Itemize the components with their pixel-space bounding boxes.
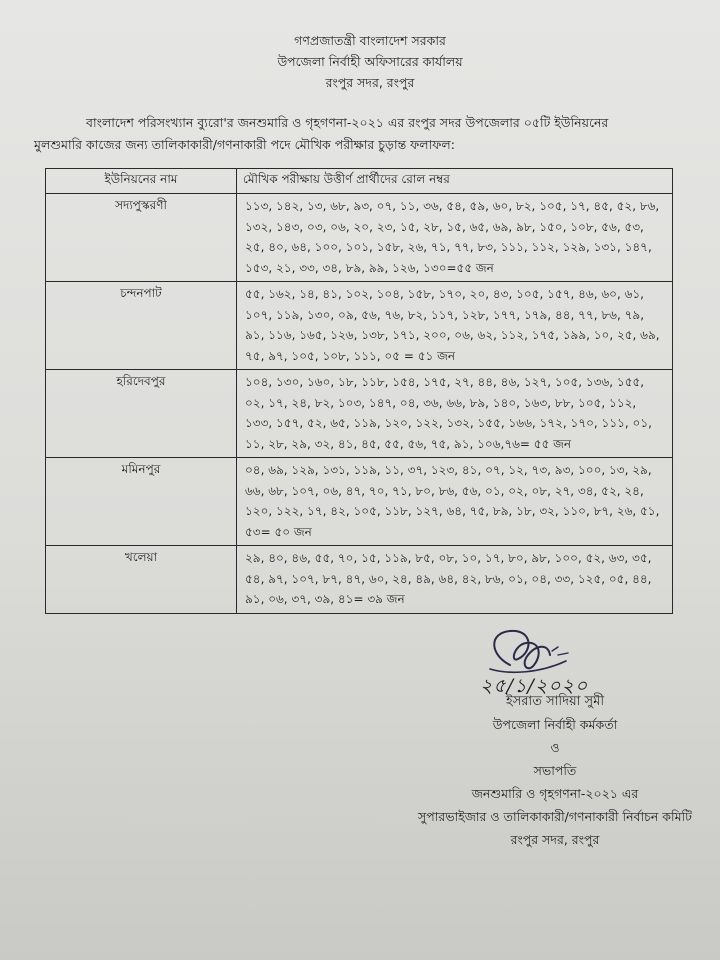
office-name: উপজেলা নির্বাহী অফিসারের কার্যালয়	[277, 54, 463, 69]
intro-line-2: মুলশুমারি কাজের জন্য তালিকাকারী/গণনাকারী পদে মৌখিক পরীক্ষার চুড়ান্ত ফলাফল:	[34, 137, 455, 152]
results-table	[45, 168, 673, 614]
roll-numbers: ১০৪, ১৩০, ১৬০, ১৮, ১১৮, ১৫৪, ১৭৫, ২৭, ৪৪, ৪৬, ১২৭, ১০৫, ১৩৬, ১৫৫, ০২, ১৭, ২৪, ৮২, ১০৩, ১৪৭, ০৪, ৩৬, ৬৬, ৮৯, ১৪০, ১৬৩, ৮৮, ১০৫, ১১২, ১৩৩, ১৫৭, ৫২, ৬৫, ১১৯, ১২০, ১২২, ১৩২, ১৫৫, ১৬৬, ১৭২, ১৭০, ১১১, ০১, ১১, ২৮, ২৯, ৩২, ৪১, ৪৫, ৫৫, ৫৬, ৭৫, ৯১, ১০৬,৭৬= ৫৫ জন	[237, 370, 673, 458]
union-name: চন্দনপাট	[46, 282, 237, 370]
table-row	[46, 458, 673, 546]
notice-intro	[34, 112, 684, 156]
roll-numbers: ০৪, ৬৯, ১২৯, ১৩১, ১১৯, ১১, ৩৭, ১২৩, ৪১, ০৭, ১২, ৭৩, ৯৩, ১০০, ১৩, ২৯, ৬৬, ৬৮, ১০৭, ০৬, ৪৭, ৭০, ৭১, ৮০, ৮৬, ৫৬, ০১, ০২, ০৮, ২৭, ৩৪, ৫২, ২৪, ১২০, ১২২, ১৭, ৪২, ১০৫, ১১৮, ১২৭, ৬৪, ৭৫, ৮৯, ১৮, ৩২, ১১০, ৮৭, ২৬, ৫১, ৫৩= ৫০ জন	[237, 458, 673, 546]
signatory-title: উপজেলা নির্বাহী কর্মকর্তা	[492, 717, 618, 732]
govt-name: গণপ্রজাতন্ত্রী বাংলাদেশ সরকার	[294, 33, 446, 48]
table-row	[46, 546, 673, 614]
union-name: মমিনপুর	[46, 458, 237, 546]
signatory-location: রংপুর সদর, রংপুর	[510, 832, 600, 847]
office-location: রংপুর সদর, রংপুর	[325, 75, 415, 90]
intro-line-1: বাংলাদেশ পরিসংখ্যান ব্যুরো'র জনশুমারি ও গৃহগণনা-২০২১ এর রংপুর সদর উপজেলার ০৫টি ইউনিয়নের	[86, 115, 609, 130]
union-name: খলেয়া	[46, 546, 237, 614]
union-name: হরিদেবপুর	[46, 370, 237, 458]
roll-numbers: ১১৩, ১৪২, ১৩, ৬৮, ৯৩, ০৭, ১১, ৩৬, ৫৪, ৫৯, ৬০, ৮২, ১০৫, ১৭, ৪৫, ৫২, ৮৬, ১৩২, ১৪৩, ০৩, ০৬, ২০, ২৩, ১৫, ২৮, ১৫, ৬৫, ৬৯, ৯৮, ১৫০, ১০৮, ৫৬, ৫৩, ২৫, ৪০, ৬৪, ১০০, ১০১, ১৫৮, ২৬, ৭১, ৭৭, ৮৩, ১১১, ১১২, ১২৯, ১৩১, ১৪৭, ১৫৩, ২১, ৩৩, ৩৪, ৮৯, ৯৯, ১২৬, ১৩০=৫৫ জন	[237, 194, 673, 282]
union-name: সদ্যপুস্করণী	[46, 194, 237, 282]
table-row	[46, 370, 673, 458]
signature-date: ২৫/১/২০২০	[480, 675, 589, 697]
table-row	[46, 194, 673, 282]
column-header-union: ইউনিয়নের নাম	[46, 169, 237, 194]
signatory-name: ইসরাত সাদিয়া সুমী	[505, 694, 605, 709]
roll-numbers: ৫৫, ১৬২, ১৪, ৪১, ১০২, ১০৪, ১৫৮, ১৭০, ২০, ৪৩, ১০৫, ১৫৭, ৪৬, ৬০, ৬১, ১০৭, ১১৯, ১৩০, ০৯, ৫৬, ৭৬, ৮২, ১১৭, ১২৮, ১৭৭, ১৭৯, ৪৪, ৭৭, ৮৬, ৭৯, ৯১, ১১৬, ১৬৫, ১২৬, ১৩৮, ১৭১, ২০০, ০৬, ৬২, ১১২, ১৭৫, ১৯৯, ১০, ২৫, ৬৯, ৭৫, ৯৭, ১০৫, ১০৮, ১১১, ০৫ = ৫১ জন	[237, 282, 673, 370]
signatory-block	[390, 690, 720, 851]
table-header-row	[46, 169, 673, 194]
column-header-rolls: মৌখিক পরীক্ষায় উত্তীর্ণ প্রার্থীদের রোল নম্বর	[237, 169, 673, 194]
committee-line-2: সুপারভাইজার ও তালিকাকারী/গণনাকারী নির্বাচন কমিটি	[418, 809, 692, 824]
letterhead	[0, 30, 720, 93]
roll-numbers: ২৯, ৪০, ৪৬, ৫৫, ৭০, ১৫, ১১৯, ৮৫, ০৮, ১০, ১৭, ৮০, ৯৮, ১০০, ৫২, ৬৩, ৩৫, ৫৪, ৯৭, ১০৭, ৮৭, ৪৭, ৬০, ২৪, ৪৯, ৬৪, ৪২, ৮৬, ০১, ০৪, ৩৩, ১২৫, ০৫, ৪৪, ৯১, ০৬, ৩৭, ৩৯, ৪১= ৩৯ জন	[237, 546, 673, 614]
signatory-conjunction: ও	[550, 740, 560, 755]
committee-line-1: জনশুমারি ও গৃহগণনা-২০২১ এর	[471, 786, 639, 801]
signatory-role: সভাপতি	[533, 763, 577, 778]
table-row	[46, 282, 673, 370]
